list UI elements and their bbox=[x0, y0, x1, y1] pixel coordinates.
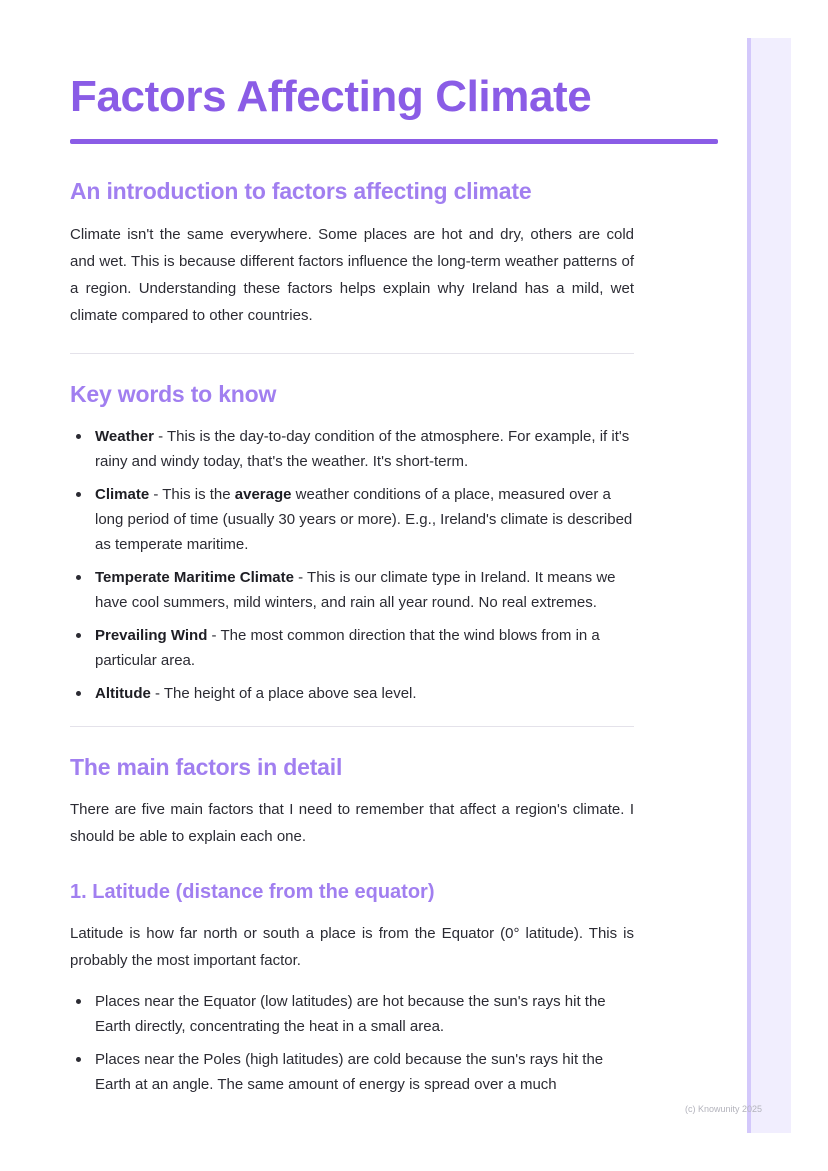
intro-heading: An introduction to factors affecting climate bbox=[70, 178, 532, 204]
latitude-bullet: Places near the Equator (low latitudes) are hot because the sun's rays hit the Earth directly, concentrating the heat in a small area. bbox=[70, 989, 634, 1039]
section-divider bbox=[70, 353, 634, 354]
keyword-term: Climate bbox=[95, 486, 150, 503]
right-sidebar-strip bbox=[747, 38, 791, 1133]
latitude-heading: 1. Latitude (distance from the equator) bbox=[70, 881, 435, 903]
main-factors-heading: The main factors in detail bbox=[70, 754, 343, 780]
latitude-list bbox=[70, 989, 634, 1097]
section-divider bbox=[70, 726, 634, 727]
keyword-term: Prevailing Wind bbox=[95, 627, 208, 644]
keyword-emphasis: average bbox=[234, 486, 292, 503]
keywords-heading: Key words to know bbox=[70, 381, 277, 407]
keyword-item-climate bbox=[70, 482, 634, 557]
keyword-item-prevailing-wind bbox=[70, 623, 634, 673]
latitude-bullet: Places near the Poles (high latitudes) are cold because the sun's rays hit the Earth at an angle. The same amount of energy is spread over a much bbox=[70, 1047, 634, 1097]
intro-paragraph: Climate isn't the same everywhere. Some places are hot and dry, others are cold and wet. This is because different factors influence the long-term weather patterns of a region. Understanding these factors helps explain why Ireland has a mild, wet climate compared to other countries. bbox=[70, 226, 634, 324]
keyword-item-weather bbox=[70, 424, 634, 474]
latitude-paragraph: Latitude is how far north or south a place is from the Equator (0° latitude). This is probably the most important factor. bbox=[70, 925, 634, 969]
keyword-term: Altitude bbox=[95, 685, 151, 702]
keyword-definition: - The height of a place above sea level. bbox=[150, 685, 417, 702]
keyword-definition: - This is the bbox=[149, 486, 235, 503]
title-underline bbox=[70, 139, 718, 144]
keyword-item-altitude bbox=[70, 681, 634, 706]
keywords-list bbox=[70, 424, 634, 706]
copyright-watermark: (c) Knowunity 2025 bbox=[685, 1104, 763, 1114]
keyword-item-temperate-maritime bbox=[70, 565, 634, 615]
document-body bbox=[70, 176, 634, 1105]
keyword-definition: - This is the day-to-day condition of the atmosphere. For example, if it's rainy and windy today, that's the weather. It's short-term. bbox=[95, 428, 630, 470]
main-factors-paragraph: There are five main factors that I need to remember that affect a region's climate. I should be able to explain each one. bbox=[70, 801, 634, 845]
keyword-definition: - This is our climate type in Ireland. It means we have cool summers, mild winters, and rain all year round. No real extremes. bbox=[95, 569, 616, 611]
keyword-definition-cont: weather conditions of a place, measured over a long period of time (usually 30 years or more). E.g., Ireland's climate is described as temperate maritime. bbox=[95, 486, 633, 553]
keyword-term: Weather bbox=[95, 428, 154, 445]
keyword-definition: - The most common direction that the wind blows from in a particular area. bbox=[95, 627, 600, 669]
page-title: Factors Affecting Climate bbox=[70, 72, 592, 121]
keyword-term: Temperate Maritime Climate bbox=[95, 569, 294, 586]
